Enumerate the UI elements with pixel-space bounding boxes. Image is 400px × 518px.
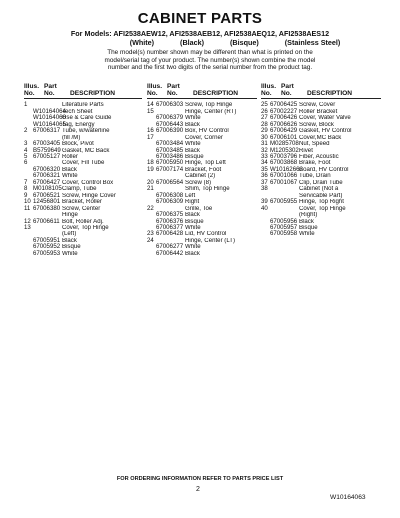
part-description: (Right) [299, 212, 318, 219]
part-description: Tube, Drain [299, 173, 331, 180]
part-description: Cover,MC Back [299, 134, 342, 141]
part-description: Black [299, 218, 314, 225]
part-description: Black [185, 121, 200, 128]
illus-number: 29 [261, 127, 268, 135]
header-illus: Illus. [147, 83, 163, 90]
part-description: Cover, Top Hinge [299, 205, 346, 212]
part-description: Tag, Energy [62, 121, 95, 128]
part-description: Screw, Block [299, 121, 334, 128]
part-number: 67006564 [156, 178, 184, 186]
model-colors [70, 38, 400, 47]
part-description: White [62, 173, 78, 180]
page-title: CABINET PARTS [137, 10, 263, 27]
part-description: Screw (8) [185, 179, 212, 186]
ordering-info: FOR ORDERING INFORMATION REFER TO PARTS PRICE LIST [116, 476, 284, 482]
part-description: White [185, 244, 201, 251]
part-number: B5759649 [33, 146, 61, 154]
illus-number: 31 [261, 140, 268, 148]
color-bisque: (Bisque) [230, 38, 259, 47]
part-number: 67005127 [33, 153, 61, 161]
part-description: Bolt, Roller Adj. [62, 218, 104, 225]
illus-number: 8 [24, 185, 28, 193]
part-number: 67006429 [270, 127, 298, 135]
illus-number: 28 [261, 120, 268, 128]
illus-number: 11 [24, 204, 31, 212]
part-description: Right [185, 199, 200, 206]
header-illus-no: No. [147, 90, 158, 98]
part-description: Black [62, 237, 77, 244]
table-row [147, 251, 257, 257]
illus-number: 34 [261, 159, 268, 167]
part-description: Board, HV Control [299, 166, 349, 173]
part-number: 67006380 [33, 204, 61, 212]
part-number: 67005953 [33, 249, 61, 257]
illus-number: 19 [147, 165, 154, 173]
part-number: W10162662 [270, 165, 303, 173]
part-number: 67005951 [33, 236, 61, 244]
part-number: 67006626 [270, 120, 298, 128]
part-description: Bracket, Roller [62, 199, 102, 206]
part-number: 67006611 [33, 217, 60, 225]
column-header [261, 83, 381, 99]
illus-number: 10 [24, 198, 31, 206]
part-description: Black [185, 147, 200, 154]
part-description: Hinge, Top Right [299, 199, 344, 206]
part-description: Literature Parts [62, 102, 104, 109]
part-number: 67006390 [156, 127, 184, 135]
illus-number: 2 [24, 127, 28, 135]
part-number: 67006321 [33, 172, 61, 180]
illus-number: 38 [261, 185, 268, 193]
part-number: 12456801 [33, 198, 61, 206]
part-description: Cover, Fill Tube [62, 160, 105, 167]
part-description: Roller [62, 154, 78, 161]
part-number: 67006309 [156, 198, 184, 206]
part-number: 67006521 [33, 191, 61, 199]
part-description: Lid, HV Control [185, 231, 227, 238]
parts-column-2 [147, 83, 257, 257]
illus-number: 39 [261, 198, 268, 206]
part-description: Cover, Water Valve [299, 115, 351, 122]
part-description: Tech Sheet [62, 108, 93, 115]
illus-number: 12 [24, 217, 31, 225]
illus-number: 15 [147, 107, 154, 115]
part-description: (Left) [62, 231, 77, 238]
part-description: White [185, 115, 201, 122]
part-number: 67006443 [156, 120, 184, 128]
header-illus: Illus. [24, 83, 40, 90]
illus-number: 16 [147, 127, 154, 135]
illus-number: 21 [147, 185, 154, 193]
part-number: W10164066 [33, 114, 66, 122]
color-stainless: (Stainless Steel) [284, 38, 341, 47]
part-description: Box, HV Control [185, 128, 229, 135]
illus-number: 26 [261, 107, 268, 115]
models-line: For Models: AFI2538AEW12, AFI2538AEB12, AFI2538AEQ12, AFI2538AES12 [70, 29, 330, 38]
part-description: Screw, Cover [299, 102, 336, 109]
part-description: Cover, Corner [185, 134, 223, 141]
part-description: Servicable Part) [299, 192, 343, 199]
illus-number: 9 [24, 191, 28, 199]
table-row [24, 251, 142, 257]
part-number: 67001066 [270, 172, 298, 180]
column-header [24, 83, 142, 99]
parts-rows [261, 102, 381, 238]
header-description: DESCRIPTION [70, 90, 116, 98]
illus-number: 5 [24, 153, 28, 161]
part-number: 67003868 [270, 159, 298, 167]
illus-number: 25 [261, 101, 268, 109]
illus-number: 30 [261, 133, 268, 141]
part-number: 67005952 [33, 243, 61, 251]
part-number: 67003485 [156, 146, 184, 154]
header-part-no: No. [281, 90, 292, 98]
part-number: 67006320 [33, 165, 61, 173]
part-description: Gasket, MC Back [62, 147, 110, 154]
part-number: 67006442 [156, 249, 184, 257]
illus-number: 18 [147, 159, 154, 167]
header-description: DESCRIPTION [307, 90, 353, 98]
part-description: Black [185, 212, 200, 219]
part-description: Grille, Toe [185, 205, 213, 212]
part-number: 67005958 [270, 230, 298, 238]
illus-number: 17 [147, 133, 154, 141]
column-header [147, 83, 257, 99]
part-description: Screw, Top Hinge [185, 102, 233, 109]
part-number: 67005950 [156, 159, 184, 167]
part-description: Screw, Hinge Cover [62, 192, 116, 199]
part-number: M0285708 [270, 140, 299, 148]
illus-number: 33 [261, 153, 268, 161]
illus-number: 35 [261, 165, 268, 173]
part-number: 67005956 [270, 217, 298, 225]
part-description: White [62, 250, 78, 257]
part-description: Cover, Control Box [62, 179, 114, 186]
part-description: Clip, Drain Tube [299, 179, 343, 186]
model-list [0, 29, 400, 47]
part-description: Use & Care Guide [62, 115, 112, 122]
header-part-no: No. [44, 90, 55, 98]
part-number: 67006376 [156, 217, 184, 225]
part-description: White [299, 231, 315, 238]
part-number: 67006308 [156, 191, 184, 199]
part-description: Bisque [185, 154, 204, 161]
part-description: Cover, Top Hinge [62, 225, 109, 232]
header-part: Part [281, 83, 294, 90]
document-number: W10164063 [330, 494, 366, 501]
illus-number [261, 231, 270, 237]
part-description: Rivet [299, 147, 313, 154]
illus-number: 13 [24, 224, 31, 232]
illus-number: 1 [24, 101, 28, 109]
part-description: Gasket, HV Control [299, 128, 352, 135]
part-description: Screw, Center [62, 205, 101, 212]
part-description: Bisque [299, 225, 318, 232]
illus-number: 20 [147, 178, 154, 186]
part-description: Cabinet (2) [185, 173, 216, 180]
part-number: 67005955 [270, 198, 298, 206]
part-number: 67002227 [270, 107, 298, 115]
illus-number: 4 [24, 146, 28, 154]
part-number: 67006379 [156, 114, 184, 122]
illus-number: 14 [147, 101, 154, 109]
parts-column-1 [24, 83, 142, 257]
header-description: DESCRIPTION [193, 90, 239, 98]
part-number: 67003796 [270, 153, 298, 161]
part-number: 67006317 [33, 127, 61, 135]
header-part: Part [167, 83, 180, 90]
part-number: 67006303 [156, 101, 184, 109]
part-number: 67003405 [33, 140, 61, 148]
part-number: M0108105 [33, 185, 62, 193]
header-illus-no: No. [261, 90, 272, 98]
part-number: 67006426 [270, 114, 298, 122]
parts-rows [147, 102, 257, 257]
illus-number: 6 [24, 159, 28, 167]
model-note: The model(s) number shown may be different than what is printed on the model/serial tag of your product. The number(s) shown combine the model number and the first two digits of the serial number from the product tag. [104, 49, 316, 72]
part-description: White [185, 225, 201, 232]
part-description: Hinge, Center (RT) [185, 108, 237, 115]
page-number: 2 [196, 486, 200, 493]
part-description: Brake, Foot [299, 160, 331, 167]
part-description: Black [185, 250, 200, 257]
part-description: Fiber, Acoustic [299, 154, 339, 161]
table-row [261, 231, 381, 237]
part-number: 67006277 [156, 243, 184, 251]
header-illus-no: No. [24, 90, 35, 98]
illus-number: 27 [261, 114, 268, 122]
part-description: Nut, Speed [299, 141, 330, 148]
part-description: Hinge [62, 212, 78, 219]
part-description: Hinge, Center (LT) [185, 237, 236, 244]
part-number: W10164064 [33, 107, 66, 115]
part-description: Shim, Top Hinge [185, 186, 230, 193]
illus-number: 37 [261, 178, 268, 186]
part-number: 67006101 [270, 133, 298, 141]
parts-rows [24, 102, 142, 257]
part-number: 67007174 [156, 165, 184, 173]
illus-number: 40 [261, 204, 268, 212]
part-description: Block, Pivot [62, 141, 94, 148]
part-description: Bisque [62, 244, 81, 251]
part-number: 67006425 [270, 101, 298, 109]
part-number: 67005957 [270, 224, 298, 232]
part-description: Black [62, 166, 77, 173]
header-illus: Illus. [261, 83, 277, 90]
illus-number: 32 [261, 146, 268, 154]
part-description: (fill /M) [62, 134, 81, 141]
part-description: Bracket, Foot [185, 166, 222, 173]
parts-column-3 [261, 83, 381, 238]
part-number: M1205302 [270, 146, 299, 154]
part-description: Bisque [185, 218, 204, 225]
illus-number: 36 [261, 172, 268, 180]
part-description: Cabinet (Not a [299, 186, 339, 193]
illus-number: 3 [24, 140, 28, 148]
color-black: (Black) [180, 38, 205, 47]
part-description: Roller Bracket [299, 108, 338, 115]
illus-number: 23 [147, 230, 154, 238]
part-number: 67006428 [156, 230, 184, 238]
part-number: 67006377 [156, 224, 184, 232]
header-part: Part [44, 83, 57, 90]
illus-number [24, 251, 33, 257]
part-description: Tube, w/waterline [62, 128, 110, 135]
illus-number: 24 [147, 236, 154, 244]
part-description: Clamp, Tube [62, 186, 97, 193]
illus-number: 22 [147, 204, 154, 212]
part-description: Hinge, Top Left [185, 160, 226, 167]
illus-number: 7 [24, 178, 28, 186]
part-number: 67001067 [270, 178, 298, 186]
part-description: White [185, 141, 201, 148]
part-number: 67003484 [156, 140, 184, 148]
illus-number [147, 251, 156, 257]
header-part-no: No. [167, 90, 178, 98]
part-number: 67006427 [33, 178, 61, 186]
part-description: Left [185, 192, 196, 199]
part-number: 67003486 [156, 153, 184, 161]
color-white: (White) [129, 38, 155, 47]
part-number: W10164065 [33, 120, 66, 128]
part-number: 67006375 [156, 211, 184, 219]
